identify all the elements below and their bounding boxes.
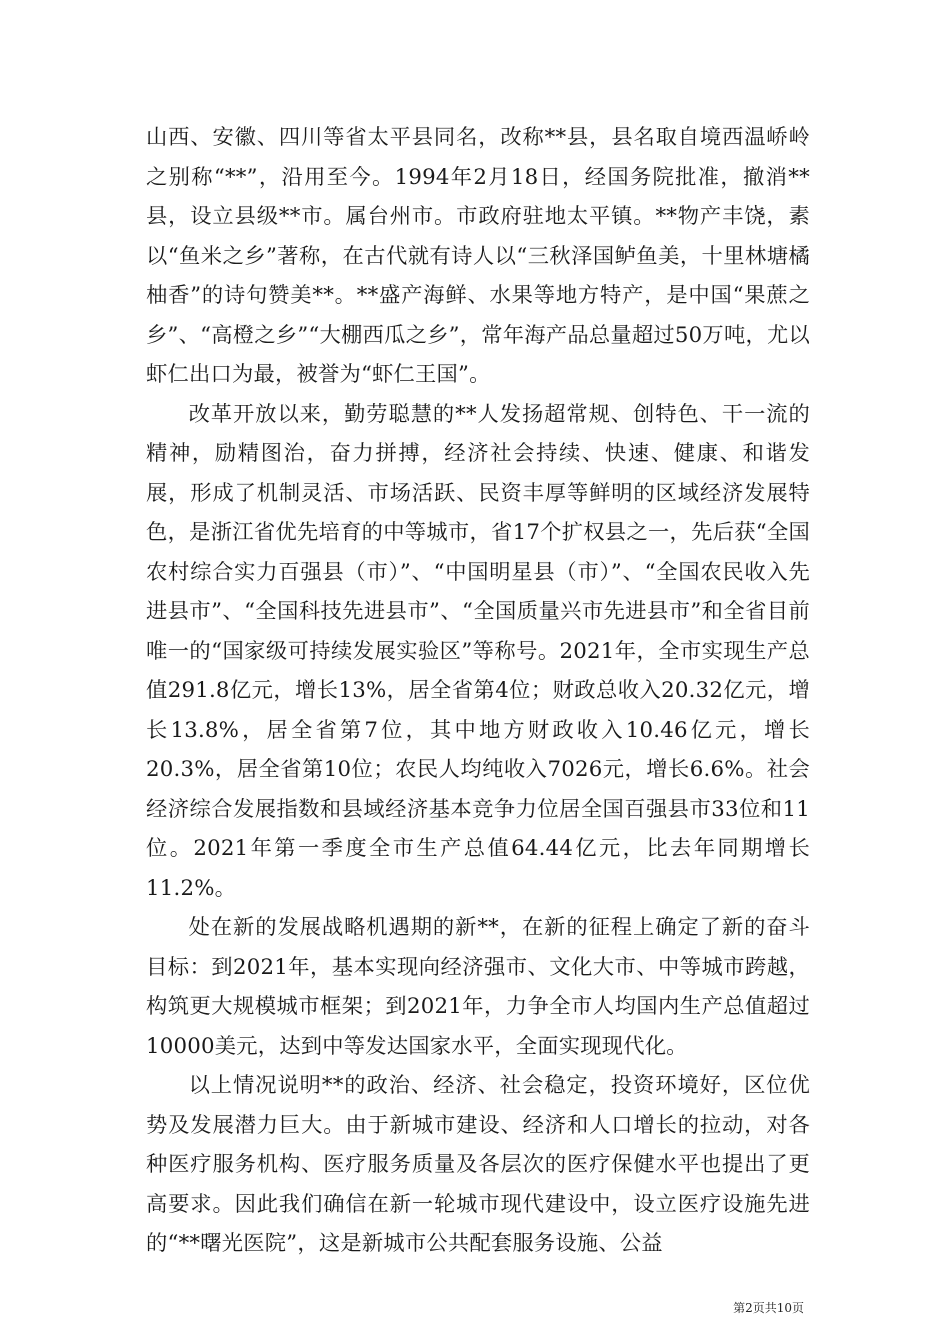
document-body xyxy=(146,118,810,1264)
page-number-footer: 第2页共10页 xyxy=(733,1301,804,1315)
paragraph-2: 改革开放以来，勤劳聪慧的**人发扬超常规、创特色、干一流的精神，励精图治，奋力拼搏，经济社会持续、快速、健康、和谐发展，形成了机制灵活、市场活跃、民资丰厚等鲜明的区域经济发展特色，是浙江省优先培育的中等城市，省17个扩权县之一，先后获“全国农村综合实力百强县（市）”、“中国明星县（市）”、“全国农民收入先进县市”、“全国科技先进县市”、“全国质量兴市先进县市”和全省目前唯一的“国家级可持续发展实验区”等称号。2021年，全市实现生产总值291.8亿元，增长13%，居全省第4位；财政总收入20.32亿元，增长13.8%，居全省第7位，其中地方财政收入10.46亿元，增长20.3%，居全省第10位；农民人均纯收入7026元，增长6.6%。社会经济综合发展指数和县域经济基本竞争力位居全国百强县市33位和11位。2021年第一季度全市生产总值64.44亿元，比去年同期增长11.2%。 xyxy=(146,401,810,901)
paragraph-4: 以上情况说明**的政治、经济、社会稳定，投资环境好，区位优势及发展潜力巨大。由于新城市建设、经济和人口增长的拉动，对各种医疗服务机构、医疗服务质量及各层次的医疗保健水平也提出了更高要求。因此我们确信在新一轮城市现代建设中，设立医疗设施先进的“**曙光医院”，这是新城市公共配套服务设施、公益 xyxy=(146,1073,810,1256)
paragraph-1: 山西、安徽、四川等省太平县同名，改称**县，县名取自境西温峤岭之别称“**”，沿用至今。1994年2月18日，经国务院批准，撤消**县，设立县级**市。属台州市。市政府驻地太平镇。**物产丰饶，素以“鱼米之乡”著称，在古代就有诗人以“三秋泽国鲈鱼美，十里林塘橘柚香”的诗句赞美**。**盛产海鲜、水果等地方特产，是中国“果蔗之乡”、“高橙之乡”“大棚西瓜之乡”，常年海产品总量超过50万吨，尤以虾仁出口为最，被誉为“虾仁王国”。 xyxy=(146,125,810,387)
paragraph-3: 处在新的发展战略机遇期的新**，在新的征程上确定了新的奋斗目标：到2021年，基本实现向经济强市、文化大市、中等城市跨越，构筑更大规模城市框架；到2021年，力争全市人均国内生产总值超过10000美元，达到中等发达国家水平，全面实现现代化。 xyxy=(146,915,810,1059)
